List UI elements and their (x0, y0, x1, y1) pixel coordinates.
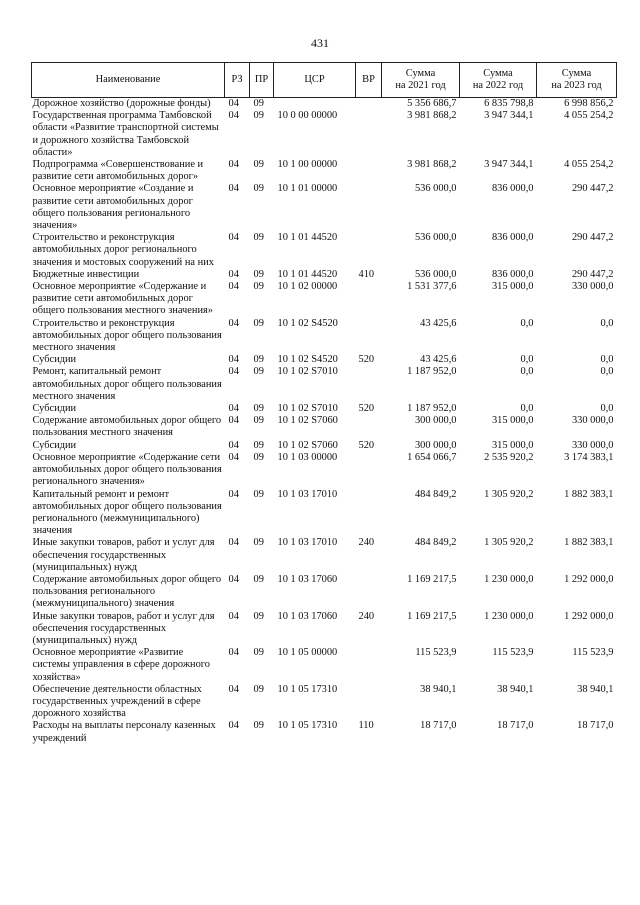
row-name: Субсидии (32, 403, 77, 415)
row-sum-2022: 315 000,0 (491, 415, 534, 427)
row-pr: 09 (253, 683, 264, 695)
row-pr: 09 (253, 403, 264, 415)
row-sum-2021: 536 000,0 (414, 268, 457, 280)
row-rz: 04 (228, 183, 239, 195)
row-name: Строительство и реконструкция автомобильных дорог общего пользования местного значения (32, 317, 222, 354)
table-row (32, 611, 617, 648)
row-csr: 10 1 03 17010 (277, 488, 338, 500)
table-row (32, 537, 617, 574)
row-pr: 09 (253, 647, 264, 659)
row-rz: 04 (228, 488, 239, 500)
row-vr: 410 (358, 268, 375, 280)
row-pr: 09 (253, 573, 264, 585)
row-name: Дорожное хозяйство (дорожные фонды) (32, 98, 211, 109)
row-vr (356, 110, 382, 159)
row-rz: 04 (228, 573, 239, 585)
table-header-row (32, 63, 617, 98)
row-csr: 10 1 01 00000 (277, 183, 338, 195)
row-pr: 09 (253, 268, 264, 280)
row-vr (356, 183, 382, 232)
row-csr: 10 1 03 00000 (277, 451, 338, 463)
header-rz: РЗ (225, 63, 250, 98)
row-sum-2022: 1 305 920,2 (484, 537, 534, 549)
row-rz: 04 (228, 159, 239, 171)
row-sum-2021: 115 523,9 (415, 647, 457, 659)
row-vr (356, 98, 382, 111)
row-vr (356, 281, 382, 318)
row-rz: 04 (228, 281, 239, 293)
row-rz: 04 (228, 98, 239, 109)
row-name: Расходы на выплаты персоналу казенных учреждений (32, 720, 216, 744)
row-rz: 04 (228, 268, 239, 280)
row-sum-2021: 43 425,6 (420, 354, 457, 366)
row-rz: 04 (228, 110, 239, 122)
row-rz: 04 (228, 610, 239, 622)
row-pr: 09 (253, 439, 264, 451)
row-sum-2021: 1 187 952,0 (407, 366, 457, 378)
row-sum-2023: 330 000,0 (571, 415, 614, 427)
table-row (32, 366, 617, 403)
row-csr: 10 1 02 S7010 (277, 366, 338, 378)
row-sum-2021: 43 425,6 (420, 317, 457, 329)
row-name: Бюджетные инвестиции (32, 268, 140, 280)
row-name: Субсидии (32, 354, 77, 366)
row-vr (356, 684, 382, 721)
row-sum-2023: 115 523,9 (572, 647, 614, 659)
row-sum-2023: 1 292 000,0 (564, 610, 614, 622)
row-sum-2022: 18 717,0 (497, 720, 534, 732)
row-csr: 10 1 05 17310 (277, 720, 338, 732)
table-row (32, 269, 617, 281)
table-row (32, 318, 617, 355)
budget-table (31, 62, 617, 745)
row-sum-2022: 2 535 920,2 (484, 451, 534, 463)
row-sum-2023: 330 000,0 (571, 281, 614, 293)
row-sum-2023: 3 174 383,1 (564, 451, 614, 463)
row-pr: 09 (253, 537, 264, 549)
header-sum-2022: Сумма на 2022 год (460, 63, 537, 98)
row-rz: 04 (228, 683, 239, 695)
row-pr: 09 (253, 183, 264, 195)
row-rz: 04 (228, 366, 239, 378)
row-sum-2021: 484 849,2 (414, 537, 457, 549)
row-sum-2023: 0,0 (600, 317, 614, 329)
row-name: Подпрограмма «Совершенствование и развитие сети автомобильных дорог» (32, 159, 204, 183)
row-sum-2021: 1 531 377,6 (407, 281, 457, 293)
row-rz: 04 (228, 439, 239, 451)
row-vr: 240 (358, 537, 375, 549)
row-name: Ремонт, капитальный ремонт автомобильных дорог общего пользования местного значения (32, 366, 222, 402)
row-pr: 09 (253, 110, 264, 122)
row-sum-2021: 536 000,0 (414, 232, 457, 244)
row-pr: 09 (253, 488, 264, 500)
row-csr: 10 1 02 S4520 (277, 317, 338, 329)
row-pr: 09 (253, 232, 264, 244)
row-pr: 09 (253, 366, 264, 378)
row-sum-2022: 1 305 920,2 (484, 488, 534, 500)
row-csr (274, 98, 356, 111)
row-sum-2021: 536 000,0 (414, 183, 457, 195)
row-name: Строительство и реконструкция автомобильных дорог регионального значения и мостовых сооружений на них (32, 232, 214, 268)
row-sum-2022: 0,0 (520, 403, 534, 415)
row-sum-2023: 6 998 856,2 (564, 98, 614, 109)
table-row (32, 720, 617, 744)
row-rz: 04 (228, 317, 239, 329)
row-sum-2023: 0,0 (600, 403, 614, 415)
row-sum-2022: 3 947 344,1 (484, 110, 534, 122)
row-rz: 04 (228, 415, 239, 427)
header-csr: ЦСР (274, 63, 356, 98)
page-number: 431 (311, 36, 329, 50)
row-vr (356, 452, 382, 489)
row-sum-2021: 1 169 217,5 (407, 573, 457, 585)
row-sum-2023: 290 447,2 (571, 232, 614, 244)
row-csr: 10 1 05 00000 (277, 647, 338, 659)
row-sum-2022: 1 230 000,0 (484, 573, 534, 585)
row-csr: 10 1 02 S4520 (277, 354, 338, 366)
row-sum-2022: 0,0 (520, 317, 534, 329)
row-csr: 10 1 05 17310 (277, 683, 338, 695)
row-sum-2022: 836 000,0 (491, 232, 534, 244)
row-sum-2022: 115 523,9 (492, 647, 534, 659)
row-name: Основное мероприятие «Создание и развитие сети автомобильных дорог общего пользования регионального значения» (32, 183, 194, 232)
row-vr: 520 (358, 439, 375, 451)
table-row (32, 403, 617, 415)
row-sum-2023: 0,0 (600, 354, 614, 366)
row-rz: 04 (228, 537, 239, 549)
header-pr: ПР (250, 63, 274, 98)
row-vr (356, 159, 382, 183)
row-name: Содержание автомобильных дорог общего пользования местного значения (32, 415, 222, 439)
row-rz: 04 (228, 232, 239, 244)
row-pr: 09 (253, 720, 264, 732)
row-sum-2021: 1 654 066,7 (407, 451, 457, 463)
row-csr: 10 1 02 00000 (277, 281, 338, 293)
row-sum-2023: 330 000,0 (571, 439, 614, 451)
row-csr: 10 1 02 S7010 (277, 403, 338, 415)
row-csr: 10 1 03 17010 (277, 537, 338, 549)
row-csr: 10 1 03 17060 (277, 573, 338, 585)
row-csr: 10 0 00 00000 (277, 110, 338, 122)
row-sum-2022: 836 000,0 (491, 268, 534, 280)
row-sum-2021: 18 717,0 (420, 720, 457, 732)
row-name: Субсидии (32, 439, 77, 451)
row-vr (356, 232, 382, 269)
row-sum-2023: 1 882 383,1 (564, 488, 614, 500)
table-row (32, 98, 617, 111)
row-sum-2021: 1 169 217,5 (407, 610, 457, 622)
header-sum-2023: Сумма на 2023 год (537, 63, 617, 98)
row-sum-2022: 836 000,0 (491, 183, 534, 195)
row-sum-2023: 1 292 000,0 (564, 573, 614, 585)
header-name: Наименование (32, 63, 225, 98)
row-name: Обеспечение деятельности областных государственных учреждений в сфере дорожного хозяйства (32, 683, 202, 720)
row-pr: 09 (253, 354, 264, 366)
row-sum-2022: 3 947 344,1 (484, 159, 534, 171)
row-sum-2022: 1 230 000,0 (484, 610, 534, 622)
row-vr: 520 (358, 354, 375, 366)
row-vr: 110 (358, 720, 374, 732)
row-sum-2021: 300 000,0 (414, 439, 457, 451)
row-sum-2022: 6 835 798,8 (484, 98, 534, 109)
row-sum-2021: 3 981 868,2 (407, 159, 457, 171)
row-pr: 09 (253, 98, 264, 109)
row-name: Иные закупки товаров, работ и услуг для обеспечения государственных (муниципальных) нужд (32, 537, 215, 573)
row-sum-2023: 18 717,0 (577, 720, 614, 732)
row-csr: 10 1 00 00000 (277, 159, 338, 171)
row-name: Содержание автомобильных дорог общего пользования регионального (межмуниципального) значения (32, 573, 222, 610)
header-sum-2021: Сумма на 2021 год (382, 63, 460, 98)
table-row (32, 452, 617, 489)
row-sum-2023: 290 447,2 (571, 268, 614, 280)
row-vr (356, 366, 382, 403)
table-row (32, 647, 617, 684)
table-row (32, 354, 617, 366)
row-pr: 09 (253, 281, 264, 293)
row-sum-2023: 4 055 254,2 (564, 159, 614, 171)
row-sum-2023: 290 447,2 (571, 183, 614, 195)
row-name: Основное мероприятие «Развитие системы управления в сфере дорожного хозяйства» (32, 647, 210, 683)
table-row (32, 440, 617, 452)
row-sum-2021: 38 940,1 (420, 683, 457, 695)
table-row (32, 415, 617, 439)
row-pr: 09 (253, 317, 264, 329)
row-sum-2022: 0,0 (520, 354, 534, 366)
row-name: Иные закупки товаров, работ и услуг для обеспечения государственных (муниципальных) нужд (32, 610, 215, 646)
row-sum-2023: 38 940,1 (577, 683, 614, 695)
row-rz: 04 (228, 354, 239, 366)
row-pr: 09 (253, 415, 264, 427)
row-vr: 520 (358, 403, 375, 415)
table-row (32, 159, 617, 183)
row-rz: 04 (228, 451, 239, 463)
row-sum-2023: 1 882 383,1 (564, 537, 614, 549)
row-sum-2022: 315 000,0 (491, 439, 534, 451)
row-vr (356, 647, 382, 684)
row-csr: 10 1 01 44520 (277, 232, 338, 244)
row-name: Основное мероприятие «Содержание и развитие сети автомобильных дорог общего пользования местного значения» (32, 281, 213, 317)
row-vr: 240 (358, 610, 375, 622)
row-vr (356, 318, 382, 355)
row-sum-2021: 1 187 952,0 (407, 403, 457, 415)
table-row (32, 281, 617, 318)
row-pr: 09 (253, 610, 264, 622)
row-name: Капитальный ремонт и ремонт автомобильных дорог общего пользования регионального (межмуниципального) значения (32, 488, 222, 537)
row-csr: 10 1 02 S7060 (277, 415, 338, 427)
row-sum-2021: 5 356 686,7 (407, 98, 457, 109)
header-vr: ВР (356, 63, 382, 98)
table-row (32, 183, 617, 232)
row-sum-2023: 4 055 254,2 (564, 110, 614, 122)
table-row (32, 232, 617, 269)
row-csr: 10 1 01 44520 (277, 268, 338, 280)
row-sum-2022: 315 000,0 (491, 281, 534, 293)
row-csr: 10 1 02 S7060 (277, 439, 338, 451)
row-sum-2023: 0,0 (600, 366, 614, 378)
row-vr (356, 489, 382, 538)
row-pr: 09 (253, 159, 264, 171)
row-sum-2022: 38 940,1 (497, 683, 534, 695)
table-row (32, 110, 617, 159)
row-csr: 10 1 03 17060 (277, 610, 338, 622)
row-vr (356, 415, 382, 439)
row-name: Государственная программа Тамбовской области «Развитие транспортной системы и дорожного хозяйства Тамбовской области» (32, 110, 219, 158)
table-row (32, 489, 617, 538)
row-name: Основное мероприятие «Содержание сети автомобильных дорог общего пользования регионального значения» (32, 451, 222, 488)
row-sum-2021: 484 849,2 (414, 488, 457, 500)
row-rz: 04 (228, 720, 239, 732)
row-rz: 04 (228, 647, 239, 659)
row-sum-2021: 3 981 868,2 (407, 110, 457, 122)
row-sum-2021: 300 000,0 (414, 415, 457, 427)
table-row (32, 684, 617, 721)
row-rz: 04 (228, 403, 239, 415)
table-body (32, 98, 617, 745)
row-pr: 09 (253, 451, 264, 463)
row-vr (356, 574, 382, 611)
table-row (32, 574, 617, 611)
row-sum-2022: 0,0 (520, 366, 534, 378)
